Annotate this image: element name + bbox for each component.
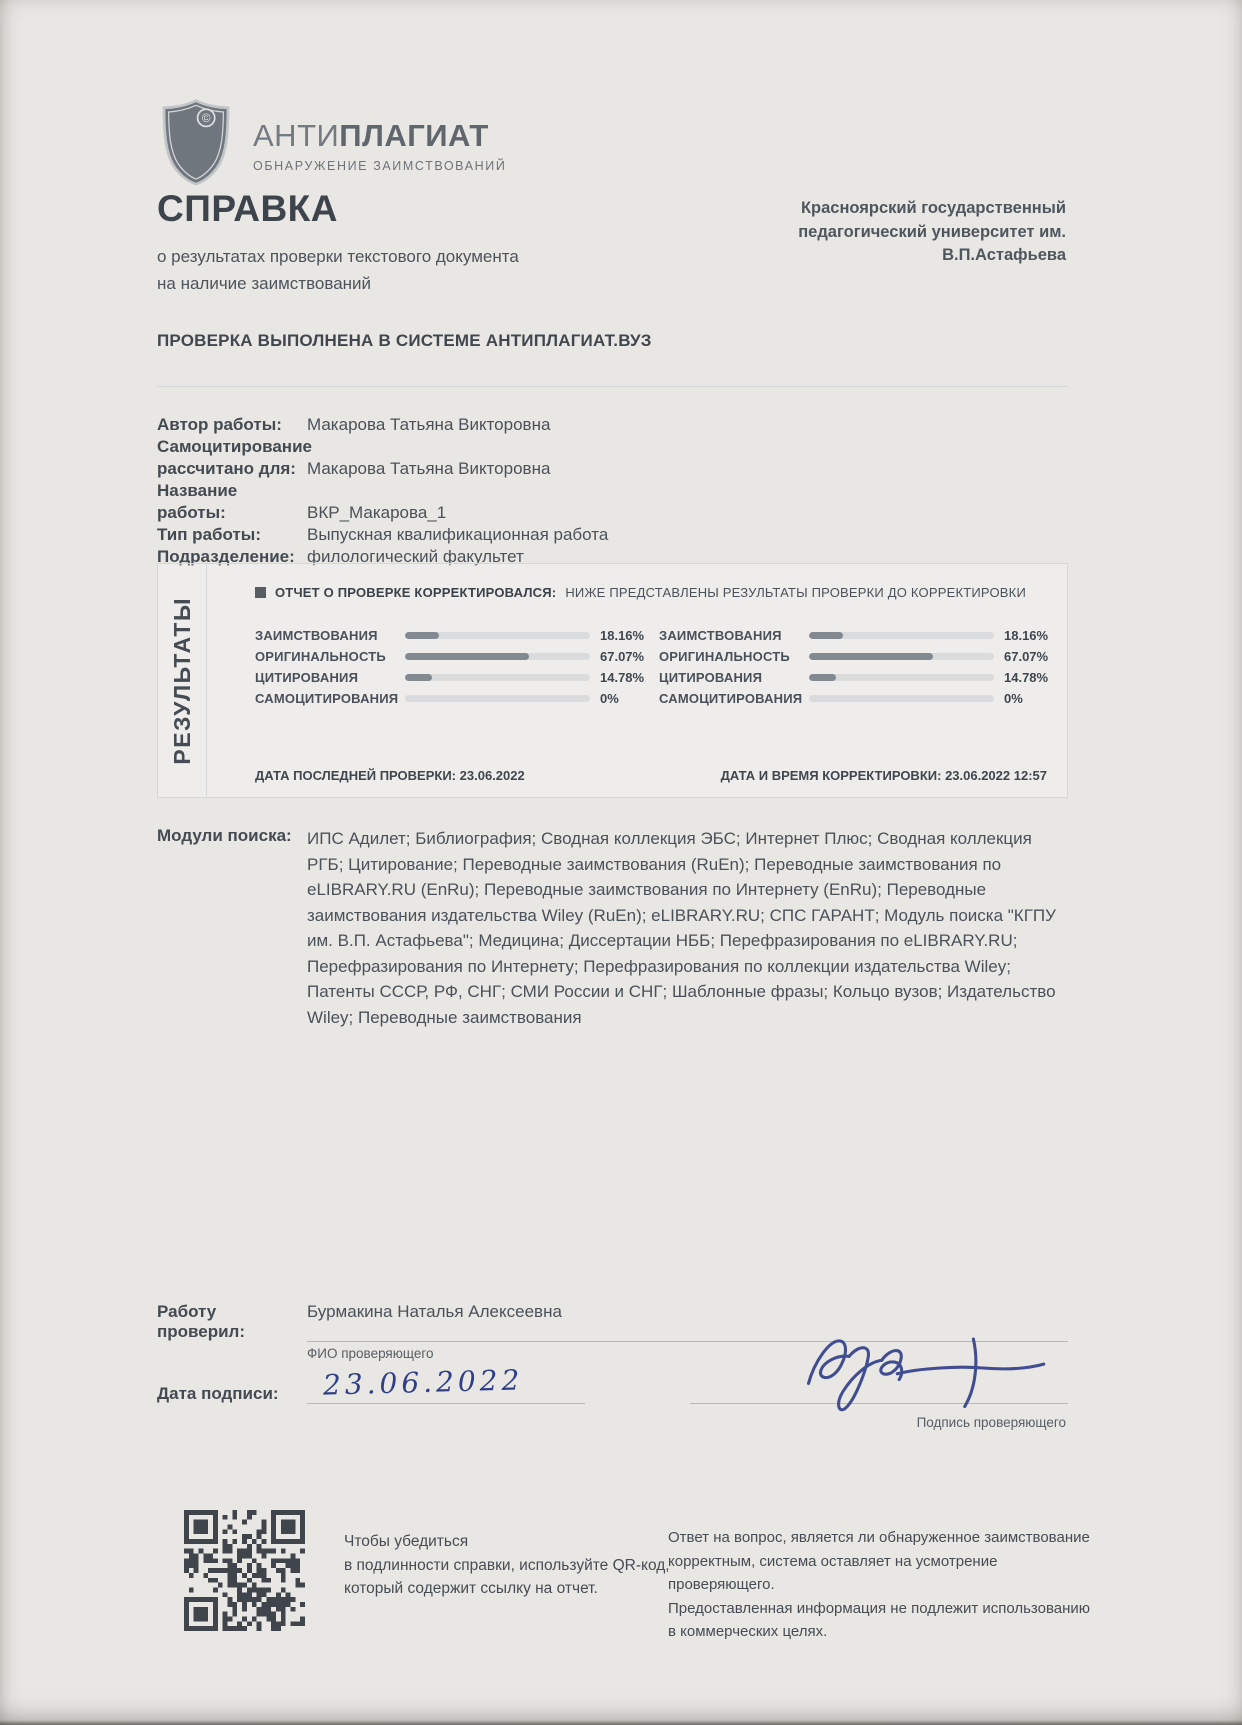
disclaimer-line: в коммерческих целях. (668, 1623, 828, 1640)
metric-label: ЗАИМСТВОВАНИЯ (255, 628, 378, 643)
modules-label: Модули поиска: (157, 826, 292, 845)
metric-row (659, 688, 1047, 709)
metric-value: 67.07% (1004, 649, 1049, 664)
metrics (255, 625, 1047, 709)
corrected-note-rest: НИЖЕ ПРЕДСТАВЛЕНЫ РЕЗУЛЬТАТЫ ПРОВЕРКИ ДО КОРРЕКТИРОВКИ (565, 585, 1026, 600)
metric-bar (809, 674, 994, 681)
certificate-subtitle-line: о результатах проверки текстового документа (157, 247, 519, 266)
search-modules (157, 826, 1068, 1030)
metric-value: 18.16% (600, 628, 645, 643)
university-name-line: педагогический университет им. (798, 222, 1066, 241)
metric-bar-fill (809, 632, 843, 639)
correction-label: ДАТА И ВРЕМЯ КОРРЕКТИРОВКИ: (720, 768, 942, 783)
metric-bar-fill (405, 653, 529, 660)
svg-text:©: © (201, 112, 211, 126)
metric-row (255, 667, 643, 688)
metric-bar-fill (405, 674, 432, 681)
metric-bar (809, 632, 994, 639)
metric-bar (405, 674, 590, 681)
metric-label: ЦИТИРОВАНИЯ (255, 670, 359, 685)
signature-caption: Подпись проверяющего (916, 1415, 1066, 1430)
metric-value: 0% (600, 691, 619, 706)
metric-value: 14.78% (600, 670, 645, 685)
metric-bar-fill (809, 653, 933, 660)
antiplagiat-logo (157, 98, 506, 186)
checked-by-label: Работу проверил: (157, 1302, 246, 1341)
last-check-date (255, 768, 525, 783)
metric-row (255, 646, 643, 667)
brand-name (253, 118, 506, 154)
modules-text: ИПС Адилет; Библиография; Сводная коллекция ЭБС; Интернет Плюс; Сводная коллекция РГБ; Цитирование; Переводные заимствования (RuEn); Переводные заимствования по eLIBRARY.RU (EnRu); Переводные заимствования по Интернету (EnRu); Переводные заимствования издательства Wiley (RuEn); eLIBRARY.RU; СПС ГАРАНТ; Модуль поиска "КГПУ им. В.П. Астафьева"; Медицина; Диссертации НББ; Перефразирования по eLIBRARY.RU; Перефразирования по Интернету; Перефразирования по коллекции издательства Wiley; Патенты СССР, РФ, СНГ; СМИ России и СНГ; Шаблонные фразы; Кольцо вузов; Издательство Wiley; Переводные заимствования (307, 829, 1056, 1027)
signature-image (795, 1320, 1065, 1415)
metric-bar (405, 695, 590, 702)
info-label: Самоцитирование рассчитано для: (157, 437, 312, 478)
sign-date-row (157, 1363, 585, 1404)
metric-row (659, 667, 1047, 688)
square-bullet-icon (255, 587, 266, 598)
divider (157, 386, 1068, 387)
metric-row (659, 646, 1047, 667)
disclaimer (668, 1526, 1098, 1644)
certificate-subtitle (157, 243, 519, 297)
info-label: Тип работы: (157, 525, 261, 544)
disclaimer-line: Ответ на вопрос, является ли обнаруженное заимствование (668, 1529, 1090, 1546)
metric-bar-fill (405, 632, 439, 639)
results-content (207, 564, 1067, 797)
last-check-value: 23.06.2022 (459, 768, 525, 783)
correction-date (721, 768, 1047, 783)
info-value: Выпускная квалификационная работа (307, 525, 609, 544)
results-section (157, 563, 1068, 798)
certificate-subtitle-line: на наличие заимствований (157, 274, 372, 293)
system-note: ПРОВЕРКА ВЫПОЛНЕНА В СИСТЕМЕ АНТИПЛАГИАТ.ВУЗ (157, 331, 652, 350)
metric-label: ОРИГИНАЛЬНОСТЬ (255, 649, 386, 664)
sign-date-label: Дата подписи: (157, 1384, 279, 1403)
info-label: Название работы: (157, 481, 238, 522)
brand-part-anti: АНТИ (253, 118, 340, 153)
metric-value: 0% (1004, 691, 1023, 706)
page-title: СПРАВКА (157, 188, 338, 229)
info-value: филологический факультет (307, 547, 524, 566)
sign-date-handwritten: 23.06.2022 (322, 1363, 524, 1402)
metric-row (255, 625, 643, 646)
disclaimer-line: корректным, система оставляет на усмотрение проверяющего. (668, 1552, 998, 1593)
metric-bar (405, 632, 590, 639)
info-label: Подразделение: (157, 547, 295, 566)
corrected-note-strong: ОТЧЕТ О ПРОВЕРКЕ КОРРЕКТИРОВАЛСЯ: (275, 585, 557, 600)
metric-label: ОРИГИНАЛЬНОСТЬ (659, 649, 790, 664)
qr-note (344, 1530, 670, 1601)
metric-bar (809, 695, 994, 702)
metric-label: ЗАИМСТВОВАНИЯ (659, 628, 782, 643)
qr-note-line: который содержит ссылку на отчет. (344, 1580, 598, 1597)
copyright-icon (198, 109, 215, 126)
metrics-after-column (659, 625, 1047, 709)
metric-bar-fill (809, 674, 836, 681)
checked-by-caption: ФИО проверяющего (307, 1346, 434, 1361)
qr-code (184, 1510, 305, 1631)
disclaimer-line: Предоставленная информация не подлежит использованию (668, 1599, 1091, 1617)
results-vertical-label: РЕЗУЛЬТАТЫ (168, 596, 195, 765)
last-check-label: ДАТА ПОСЛЕДНЕЙ ПРОВЕРКИ: (255, 768, 457, 783)
metric-row (255, 688, 643, 709)
info-value: Макарова Татьяна Викторовна (307, 459, 551, 478)
correction-value: 23.06.2022 12:57 (945, 768, 1047, 783)
document-info (157, 414, 1068, 568)
brand-part-plagiat: ПЛАГИАТ (339, 118, 489, 153)
shield-icon (157, 98, 235, 186)
metric-label: САМОЦИТИРОВАНИЯ (659, 691, 803, 706)
qr-note-line: в подлинности справки, используйте QR-код, (344, 1556, 670, 1574)
metric-row (659, 625, 1047, 646)
metric-label: ЦИТИРОВАНИЯ (659, 670, 763, 685)
metric-label: САМОЦИТИРОВАНИЯ (255, 691, 399, 706)
info-value: ВКР_Макарова_1 (307, 503, 447, 522)
sign-date-field (307, 1363, 585, 1404)
metric-value: 67.07% (600, 649, 645, 664)
checked-by-name: Бурмакина Наталья Алексеевна (307, 1302, 1068, 1342)
scan-edge-shadow (0, 1720, 1242, 1725)
metric-value: 18.16% (1004, 628, 1049, 643)
university-name-line: Красноярский государственный (800, 199, 1066, 217)
university-name (766, 197, 1066, 268)
metric-value: 14.78% (1004, 670, 1049, 685)
info-label: Автор работы: (157, 415, 282, 434)
corrected-note (255, 585, 1047, 600)
logo-wordmark (253, 118, 506, 173)
dates-row (255, 768, 1047, 783)
university-name-line: В.П.Астафьева (942, 246, 1066, 264)
qr-note-line: Чтобы убедиться (344, 1533, 469, 1550)
metric-bar (809, 653, 994, 660)
metric-bar (405, 653, 590, 660)
brand-tagline: ОБНАРУЖЕНИЕ ЗАИМСТВОВАНИЙ (253, 159, 507, 173)
info-value: Макарова Татьяна Викторовна (307, 415, 551, 434)
metrics-before-column (255, 625, 643, 709)
results-gutter (158, 564, 207, 797)
